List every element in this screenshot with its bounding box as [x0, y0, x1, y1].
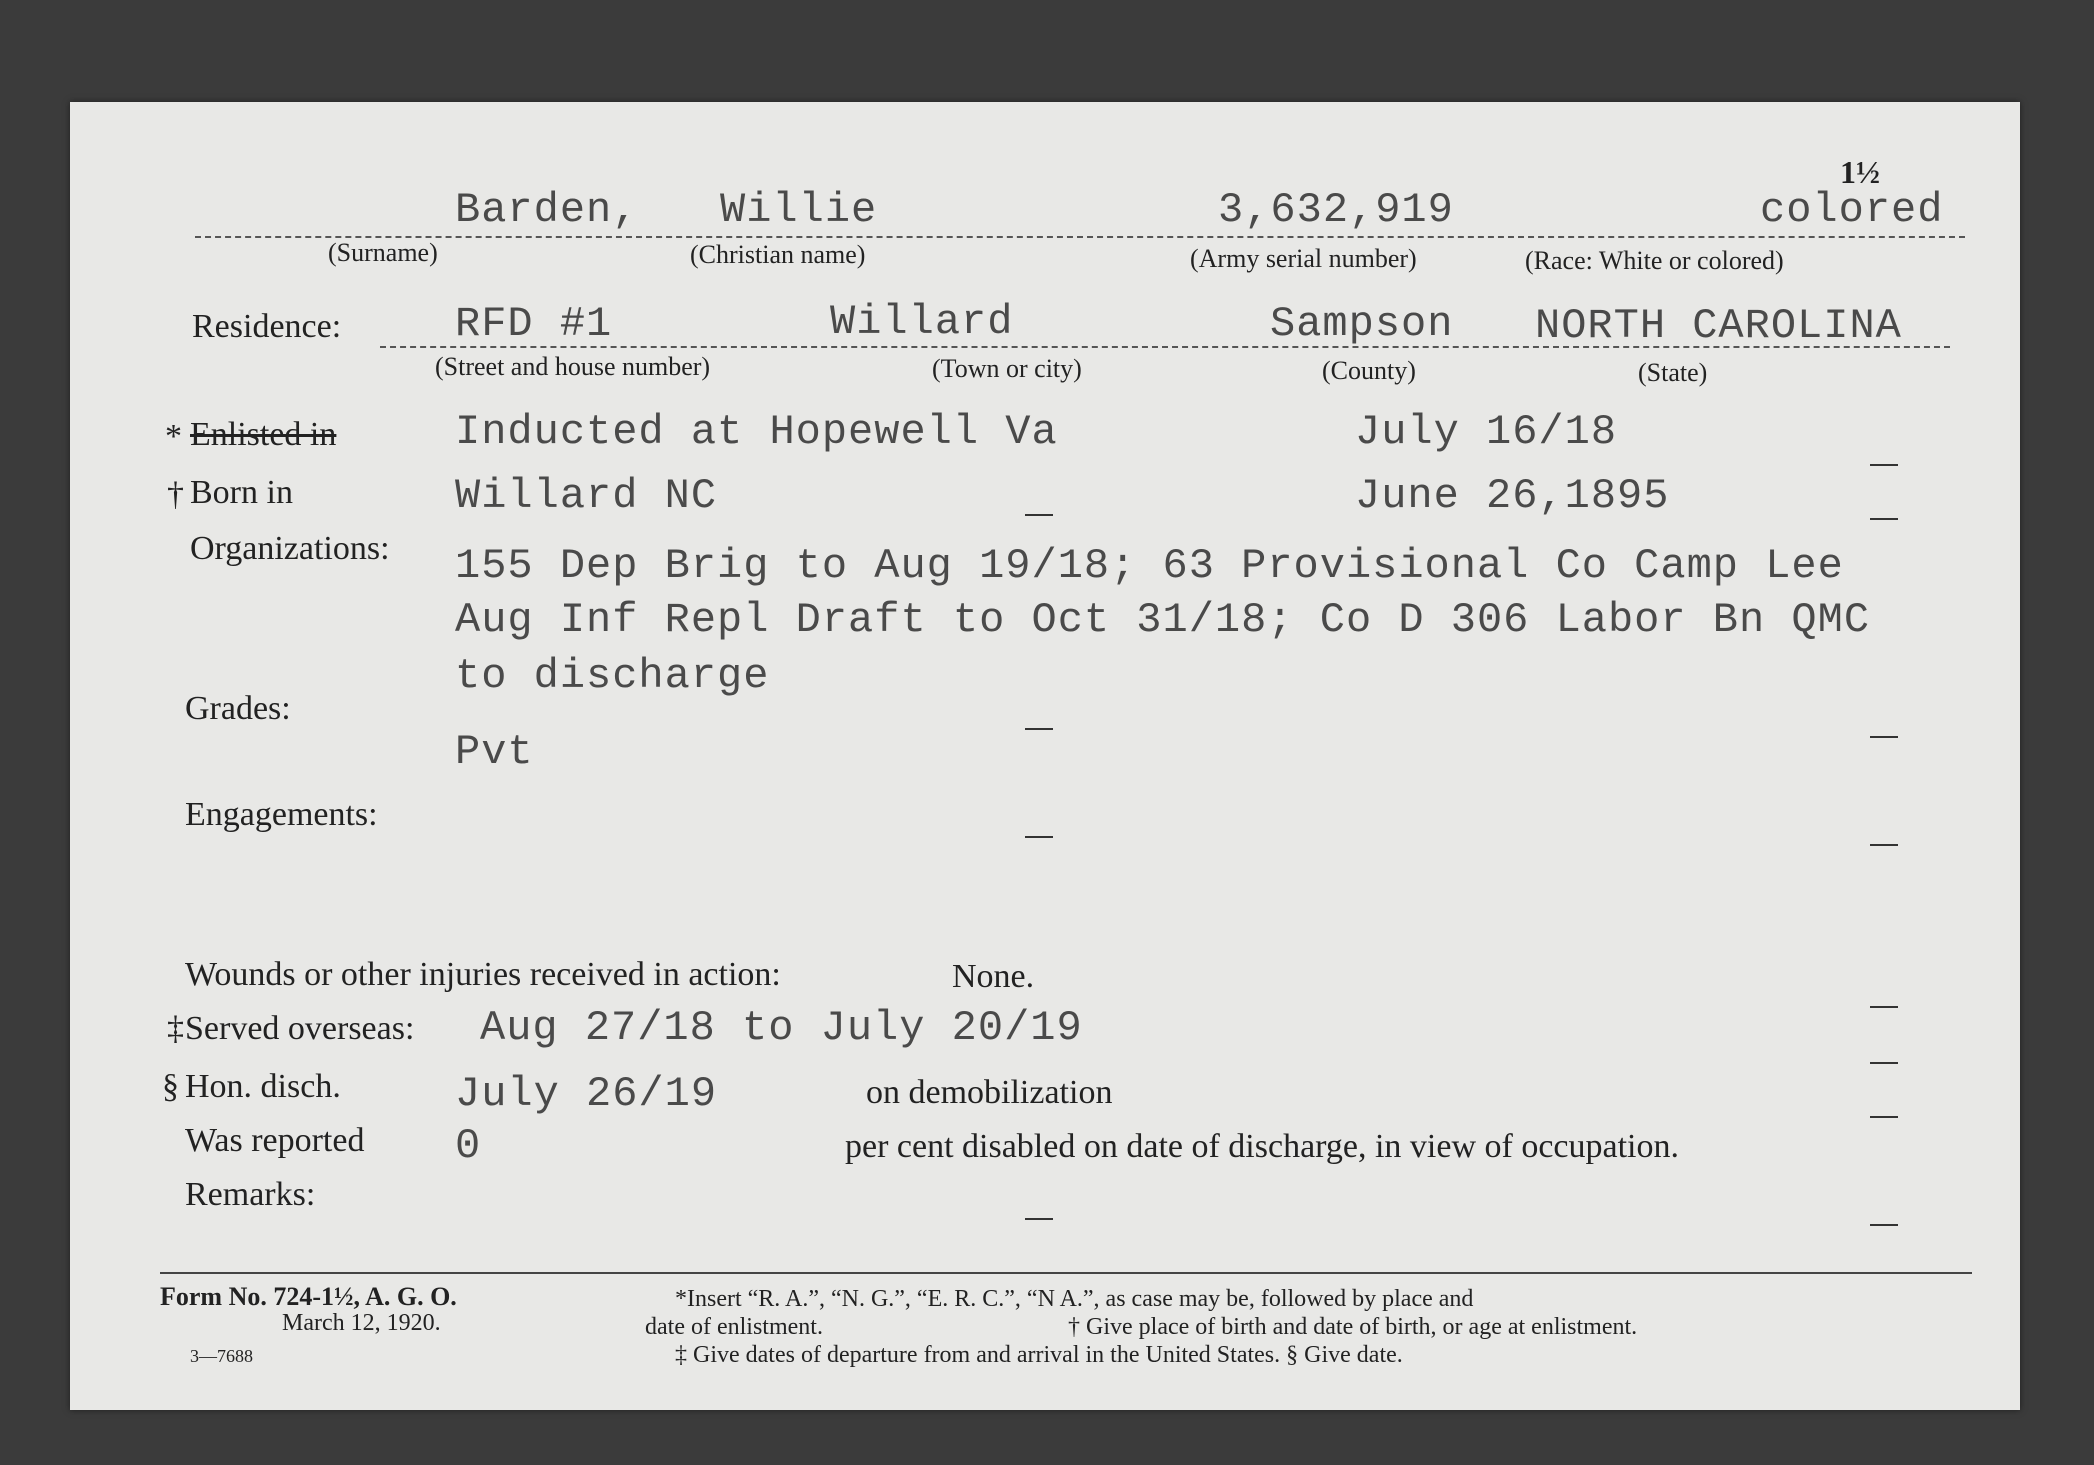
organizations-label: Organizations:: [190, 530, 390, 567]
enlisted-check-mark: [1870, 464, 1898, 466]
overseas-check-mark: [1870, 1062, 1898, 1064]
born-marker: †: [167, 476, 184, 513]
wounds-label: Wounds or other injuries received in action:: [185, 956, 781, 993]
footer-rule: [160, 1272, 1972, 1274]
enlisted-marker: *: [165, 418, 182, 455]
residence-county-value: Sampson: [1270, 300, 1454, 348]
wounds-check-mark: [1870, 1006, 1898, 1008]
footnote-line-2b: † Give place of birth and date of birth, or age at enlistment.: [1068, 1314, 1638, 1340]
grades-label: Grades:: [185, 690, 291, 727]
surname-value: Barden,: [455, 186, 639, 234]
state-caption: (State): [1638, 358, 1708, 387]
footnote-line-2a: date of enlistment.: [645, 1314, 823, 1340]
surname-caption: (Surname): [328, 238, 438, 267]
residence-state-value: NORTH CAROLINA: [1535, 302, 1902, 350]
engagements-check-mark: [1025, 836, 1053, 838]
born-check-mark-right: [1870, 518, 1898, 520]
card-fraction: 1½: [1840, 154, 1880, 190]
residence-dotted-line: [380, 346, 1950, 348]
town-caption: (Town or city): [932, 354, 1082, 383]
footnote-line-3: ‡ Give dates of departure from and arrival in the United States. § Give date.: [675, 1342, 1403, 1368]
remarks-check-mark: [1025, 1218, 1053, 1220]
discharge-label: Hon. disch.: [185, 1068, 341, 1105]
serial-number-value: 3,632,919: [1218, 186, 1454, 234]
residence-town-value: Willard: [830, 298, 1014, 346]
race-caption: (Race: White or colored): [1525, 246, 1784, 275]
organizations-line-1: 155 Dep Brig to Aug 19/18; 63 Provisional Co Camp Lee: [455, 542, 1844, 590]
engagements-label: Engagements:: [185, 796, 378, 833]
discharge-suffix: on demobilization: [866, 1074, 1113, 1111]
discharge-value: July 26/19: [455, 1070, 718, 1118]
enlisted-label: Enlisted in: [190, 416, 337, 453]
county-caption: (County): [1322, 356, 1416, 385]
race-value: colored: [1760, 186, 1944, 234]
born-label: Born in: [190, 474, 293, 511]
remarks-check-mark-right: [1870, 1224, 1898, 1226]
christian-name-value: Willie: [720, 186, 878, 234]
reported-value: 0: [455, 1122, 482, 1170]
footnote-line-1: *Insert “R. A.”, “N. G.”, “E. R. C.”, “N A.”, as case may be, followed by place and: [675, 1286, 1474, 1312]
reported-suffix: per cent disabled on date of discharge, in view of occupation.: [845, 1128, 1679, 1165]
reported-label: Was reported: [185, 1122, 365, 1159]
service-record-card: [70, 102, 2020, 1410]
organizations-line-2: Aug Inf Repl Draft to Oct 31/18; Co D 306 Labor Bn QMC: [455, 596, 1871, 644]
name-dotted-line: [195, 236, 1965, 238]
grades-check-mark: [1025, 728, 1053, 730]
engagements-check-mark-right: [1870, 844, 1898, 846]
residence-label: Residence:: [192, 308, 342, 345]
discharge-marker: §: [162, 1068, 179, 1105]
overseas-marker: ‡: [167, 1010, 184, 1047]
enlisted-value: Inducted at Hopewell Va: [455, 408, 1058, 456]
street-caption: (Street and house number): [435, 352, 711, 381]
grades-value: Pvt: [455, 728, 534, 776]
grades-check-mark-right: [1870, 736, 1898, 738]
born-value: Willard NC: [455, 472, 718, 520]
residence-street-value: RFD #1: [455, 300, 613, 348]
born-check-mark: [1025, 514, 1053, 516]
print-code: 3—7688: [190, 1346, 253, 1366]
christian-name-caption: (Christian name): [690, 240, 866, 269]
serial-number-caption: (Army serial number): [1190, 244, 1417, 273]
enlisted-date: July 16/18: [1355, 408, 1618, 456]
overseas-value: Aug 27/18 to July 20/19: [480, 1004, 1083, 1052]
remarks-label: Remarks:: [185, 1176, 316, 1213]
form-number: Form No. 724-1½, A. G. O.: [160, 1282, 457, 1311]
born-date: June 26,1895: [1355, 472, 1670, 520]
overseas-label: Served overseas:: [185, 1010, 415, 1047]
wounds-value: None.: [952, 958, 1035, 995]
organizations-line-3: to discharge: [455, 652, 770, 700]
discharge-check-mark: [1870, 1116, 1898, 1118]
form-date: March 12, 1920.: [282, 1310, 441, 1336]
